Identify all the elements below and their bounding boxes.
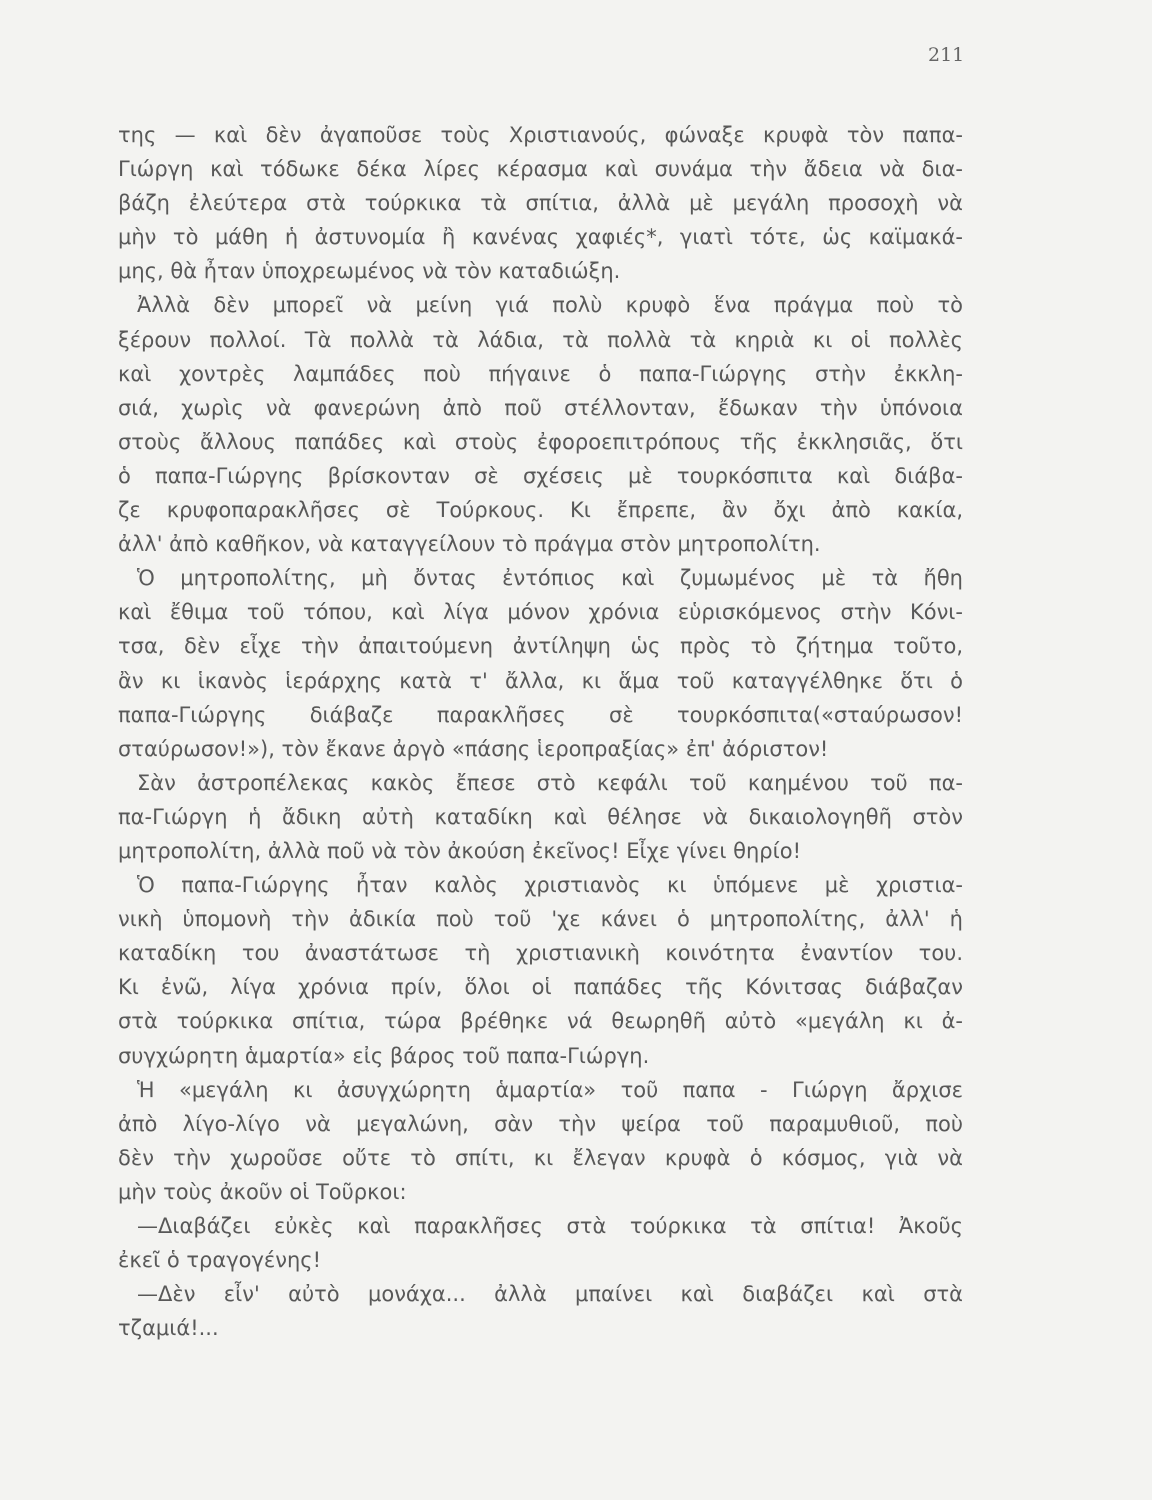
text-line: δὲν τὴν χωροῦσε οὔτε τὸ σπίτι, κι ἔλεγαν κρυφὰ ὁ κόσμος, γιὰ νὰ [118, 1145, 963, 1170]
text-line: στὰ τούρκικα σπίτια, τώρα βρέθηκε νά θεωρηθῆ αὐτὸ «μεγάλη κι ἀ- [118, 1009, 963, 1034]
paragraph [118, 561, 963, 766]
text-line: καὶ ἔθιμα τοῦ τόπου, καὶ λίγα μόνον χρόνια εὑρισκόμενος στὴν Κόνι- [118, 600, 963, 625]
text-line: νικὴ ὑπομονὴ τὴν ἀδικία ποὺ τοῦ 'χε κάνει ὁ μητροπολίτης, ἀλλ' ἡ [118, 907, 963, 932]
paragraph [118, 288, 963, 561]
text-line: βάζη ἐλεύτερα στὰ τούρκικα τὰ σπίτια, ἀλλὰ μὲ μεγάλη προσοχὴ νὰ [118, 191, 963, 216]
text-line: —Διαβάζει εὐκὲς καὶ παρακλῆσες στὰ τούρκικα τὰ σπίτια! Ἀκοῦς [137, 1214, 963, 1238]
text-line: μης, θὰ ἦταν ὑποχρεωμένος νὰ τὸν καταδιώξη. [118, 259, 621, 284]
text-line: μὴν τοὺς ἀκοῦν οἱ Τοῦρκοι: [118, 1179, 407, 1204]
text-line: ἂν κι ἱκανὸς ἱεράρχης κατὰ τ' ἄλλα, κι ἅμα τοῦ καταγγέλθηκε ὅτι ὁ [118, 668, 963, 693]
text-line: καὶ χοντρὲς λαμπάδες ποὺ πήγαινε ὁ παπα-Γιώργης στὴν ἐκκλη- [118, 361, 963, 386]
text-line: Σὰν ἀστροπέλεκας κακὸς ἔπεσε στὸ κεφάλι τοῦ καημένου τοῦ πα- [137, 770, 963, 795]
text-line: στοὺς ἄλλους παπάδες καὶ στοὺς ἐφοροεπιτρόπους τῆς ἐκκλησιᾶς, ὅτι [118, 429, 963, 454]
text-line: ἐκεῖ ὁ τραγογένης! [118, 1248, 322, 1273]
text-line: τσα, δὲν εἶχε τὴν ἀπαιτούμενη ἀντίληψη ὡς πρὸς τὸ ζήτημα τοῦτο, [118, 634, 963, 659]
text-line: ζε κρυφοπαρακλῆσες σὲ Τούρκους. Κι ἔπρεπε, ἂν ὄχι ἀπὸ κακία, [118, 498, 963, 523]
text-line: ὁ παπα-Γιώργης βρίσκονταν σὲ σχέσεις μὲ τουρκόσπιτα καὶ διάβα- [118, 463, 963, 488]
text-line: σταύρωσον!»), τὸν ἔκανε ἀργὸ «πάσης ἱεροπραξίας» ἐπ' ἀόριστον! [118, 736, 829, 761]
text-line: Ὁ παπα-Γιώργης ἦταν καλὸς χριστιανὸς κι ὑπόμενε μὲ χριστια- [137, 873, 963, 898]
text-line: παπα-Γιώργης διάβαζε παρακλῆσες σὲ τουρκόσπιτα(«σταύρωσον! [118, 702, 963, 727]
paragraph [118, 1277, 963, 1345]
text-line: συγχώρητη ἁμαρτία» εἰς βάρος τοῦ παπα-Γιώργη. [118, 1043, 650, 1068]
text-line: Ἡ «μεγάλη κι ἀσυγχώρητη ἁμαρτία» τοῦ παπα - Γιώργη ἄρχισε [137, 1077, 963, 1102]
paragraph [118, 118, 963, 288]
body-text [118, 118, 963, 1345]
text-line: —Δὲν εἶν' αὐτὸ μονάχα... ἀλλὰ μπαίνει καὶ διαβάζει καὶ στὰ [137, 1282, 963, 1307]
page-number: 211 [928, 44, 965, 66]
text-line: καταδίκη του ἀναστάτωσε τὴ χριστιανικὴ κοινότητα ἐναντίον του. [118, 941, 963, 966]
paragraph [118, 766, 963, 868]
text-line: μὴν τὸ μάθη ἡ ἀστυνομία ἢ κανένας χαφιές*, γιατὶ τότε, ὡς καϊμακά- [118, 225, 963, 250]
text-line: Ἀλλὰ δὲν μπορεῖ νὰ μείνη γιά πολὺ κρυφὸ ἕνα πράγμα ποὺ τὸ [137, 293, 963, 318]
text-line: τζαμιά!... [118, 1316, 219, 1341]
text-line: της — καὶ δὲν ἀγαποῦσε τοὺς Χριστιανούς, φώναξε κρυφὰ τὸν παπα- [118, 123, 963, 147]
text-line: σιά, χωρὶς νὰ φανερώνη ἀπὸ ποῦ στέλλονταν, ἔδωκαν τὴν ὑπόνοια [118, 395, 963, 420]
text-line: ξέρουν πολλοί. Τὰ πολλὰ τὰ λάδια, τὰ πολλὰ τὰ κηριὰ κι οἱ πολλὲς [118, 327, 963, 352]
text-line: μητροπολίτη, ἀλλὰ ποῦ νὰ τὸν ἀκούση ἐκεῖνος! Εἶχε γίνει θηρίο! [118, 838, 801, 863]
paragraph [118, 868, 963, 1073]
paragraph [118, 1209, 963, 1277]
text-line: Γιώργη καὶ τόδωκε δέκα λίρες κέρασμα καὶ συνάμα τὴν ἄδεια νὰ δια- [118, 157, 963, 182]
text-line: πα-Γιώργη ἡ ἄδικη αὐτὴ καταδίκη καὶ θέλησε νὰ δικαιολογηθῆ στὸν [118, 804, 963, 829]
text-line: Ὁ μητροπολίτης, μὴ ὄντας ἐντόπιος καὶ ζυμωμένος μὲ τὰ ἤθη [137, 566, 963, 591]
text-line: ἀπὸ λίγο-λίγο νὰ μεγαλώνη, σὰν τὴν ψείρα τοῦ παραμυθιοῦ, ποὺ [118, 1111, 963, 1136]
paragraph [118, 1073, 963, 1209]
text-line: ἀλλ' ἀπὸ καθῆκον, νὰ καταγγείλουν τὸ πράγμα στὸν μητροπολίτη. [118, 532, 821, 557]
text-line: Κι ἐνῶ, λίγα χρόνια πρίν, ὅλοι οἱ παπάδες τῆς Κόνιτσας διάβαζαν [118, 975, 963, 1000]
